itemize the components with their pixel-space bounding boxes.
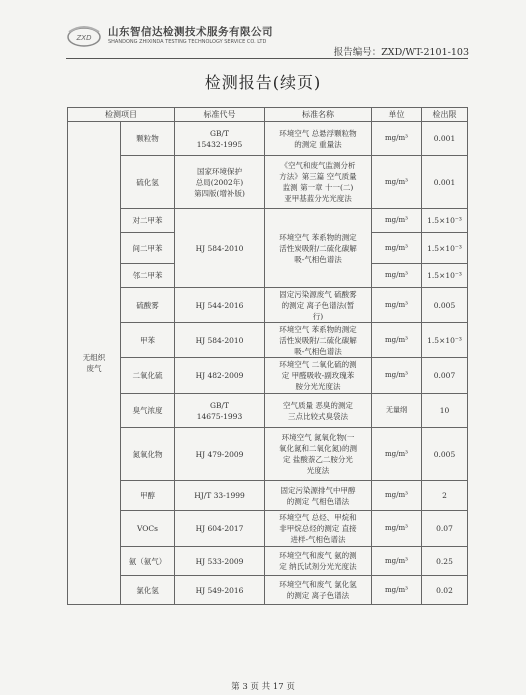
item-cell: 对二甲苯 [121,209,175,233]
unit-cell: mg/m³ [372,511,422,547]
code-cell: HJ 584-2010 [175,323,265,358]
table-header-row [68,108,468,122]
table-row [68,428,468,481]
code-cell: HJ 604-2017 [175,511,265,547]
report-header [66,22,469,60]
report-number-label: 报告编号： [333,47,382,58]
unit-cell: mg/m³ [372,209,422,233]
table-row [68,323,468,358]
standard-name-cell: 《空气和废气监测分析 方法》第三篇 空气质量 监测 第一章 十一(二) 亚甲基蓝分光光度法 [265,156,372,209]
item-cell: 臭气浓度 [121,394,175,428]
limit-cell: 0.25 [422,547,468,576]
limit-cell: 0.001 [422,156,468,209]
unit-cell: mg/m³ [372,156,422,209]
company-logo-icon [66,24,102,48]
company-name-cn: 山东智信达检测技术服务有限公司 [108,26,273,38]
table-row [68,511,468,547]
header-divider [66,58,468,59]
report-number-value: ZXD/WT-2101-103 [381,47,469,58]
unit-cell: 无量纲 [372,394,422,428]
column-header: 标准代号 [175,108,265,122]
unit-cell: mg/m³ [372,481,422,511]
unit-cell: mg/m³ [372,264,422,288]
standard-name-cell: 环境空气 苯系物的测定 活性炭吸附/二硫化碳解 吸-气相色谱法 [265,209,372,288]
table-row [68,394,468,428]
report-number [334,44,469,58]
limit-cell: 0.007 [422,358,468,394]
limit-cell: 1.5×10⁻³ [422,209,468,233]
standard-name-cell: 环境空气 氮氧化物(一 氧化氮和二氧化氮)的测 定 盐酸萘乙二胺分光 光度法 [265,428,372,481]
limit-cell: 2 [422,481,468,511]
limit-cell: 0.02 [422,576,468,605]
logo-text: ZXD [76,34,92,42]
limit-cell: 1.5×10⁻³ [422,264,468,288]
limit-cell: 1.5×10⁻³ [422,323,468,358]
limit-cell: 0.07 [422,511,468,547]
item-cell: 间二甲苯 [121,233,175,264]
company-name-en: SHANDONG ZHIXINDA TESTING TECHNOLOGY SERVICE CO. LTD [108,39,267,45]
limit-cell: 0.005 [422,428,468,481]
standard-name-cell: 环境空气 总悬浮颗粒物 的测定 重量法 [265,122,372,156]
item-cell: 氨（氨气） [121,547,175,576]
item-cell: 硫酸雾 [121,288,175,323]
item-cell: 氮氧化物 [121,428,175,481]
standard-name-cell: 环境空气 总烃、甲烷和 非甲烷总烃的测定 直接 进样-气相色谱法 [265,511,372,547]
table-row [68,122,468,156]
table-row [68,156,468,209]
standard-name-cell: 环境空气和废气 氯化氢 的测定 离子色谱法 [265,576,372,605]
page-footer: 第 3 页 共 17 页 [231,682,295,692]
unit-cell: mg/m³ [372,576,422,605]
item-cell: VOCs [121,511,175,547]
code-cell: HJ 549-2016 [175,576,265,605]
item-cell: 硫化氢 [121,156,175,209]
code-cell: GB/T 14675-1993 [175,394,265,428]
item-cell: 甲苯 [121,323,175,358]
column-header: 标准名称 [265,108,372,122]
table-row [68,547,468,576]
category-cell: 无组织 废气 [68,122,121,605]
limit-cell: 0.001 [422,122,468,156]
item-cell: 邻二甲苯 [121,264,175,288]
code-cell: HJ 479-2009 [175,428,265,481]
item-cell: 颗粒物 [121,122,175,156]
code-cell: HJ 584-2010 [175,209,265,288]
table-row [68,481,468,511]
unit-cell: mg/m³ [372,122,422,156]
code-cell: HJ 533-2009 [175,547,265,576]
unit-cell: mg/m³ [372,288,422,323]
item-cell: 氯化氢 [121,576,175,605]
standard-name-cell: 空气质量 恶臭的测定 三点比较式臭袋法 [265,394,372,428]
code-cell: GB/T 15432-1995 [175,122,265,156]
code-cell: HJ 544-2016 [175,288,265,323]
limit-cell: 0.005 [422,288,468,323]
column-header: 单位 [372,108,422,122]
code-cell: HJ 482-2009 [175,358,265,394]
item-cell: 二氧化硫 [121,358,175,394]
code-cell: 国家环境保护 总局(2002年) 第四版(增补版) [175,156,265,209]
results-table [67,107,468,605]
standard-name-cell: 环境空气 二氧化硫的测 定 甲醛吸收-副玫瑰苯 胺分光光度法 [265,358,372,394]
limit-cell: 10 [422,394,468,428]
standard-name-cell: 环境空气和废气 氨的测 定 纳氏试剂分光光度法 [265,547,372,576]
unit-cell: mg/m³ [372,233,422,264]
unit-cell: mg/m³ [372,428,422,481]
table-row [68,288,468,323]
standard-name-cell: 固定污染源废气 硫酸雾 的测定 离子色谱法(暂 行) [265,288,372,323]
standard-name-cell: 环境空气 苯系物的测定 活性炭吸附/二硫化碳解 吸-气相色谱法 [265,323,372,358]
unit-cell: mg/m³ [372,323,422,358]
standard-name-cell: 固定污染源排气中甲醇 的测定 气相色谱法 [265,481,372,511]
limit-cell: 1.5×10⁻³ [422,233,468,264]
table-row [68,358,468,394]
column-header: 检出限 [422,108,468,122]
code-cell: HJ/T 33-1999 [175,481,265,511]
column-header: 检测项目 [68,108,175,122]
item-cell: 甲醇 [121,481,175,511]
table-row [68,209,468,233]
unit-cell: mg/m³ [372,358,422,394]
table-row [68,576,468,605]
unit-cell: mg/m³ [372,547,422,576]
page-title: 检测报告(续页) [204,73,322,92]
